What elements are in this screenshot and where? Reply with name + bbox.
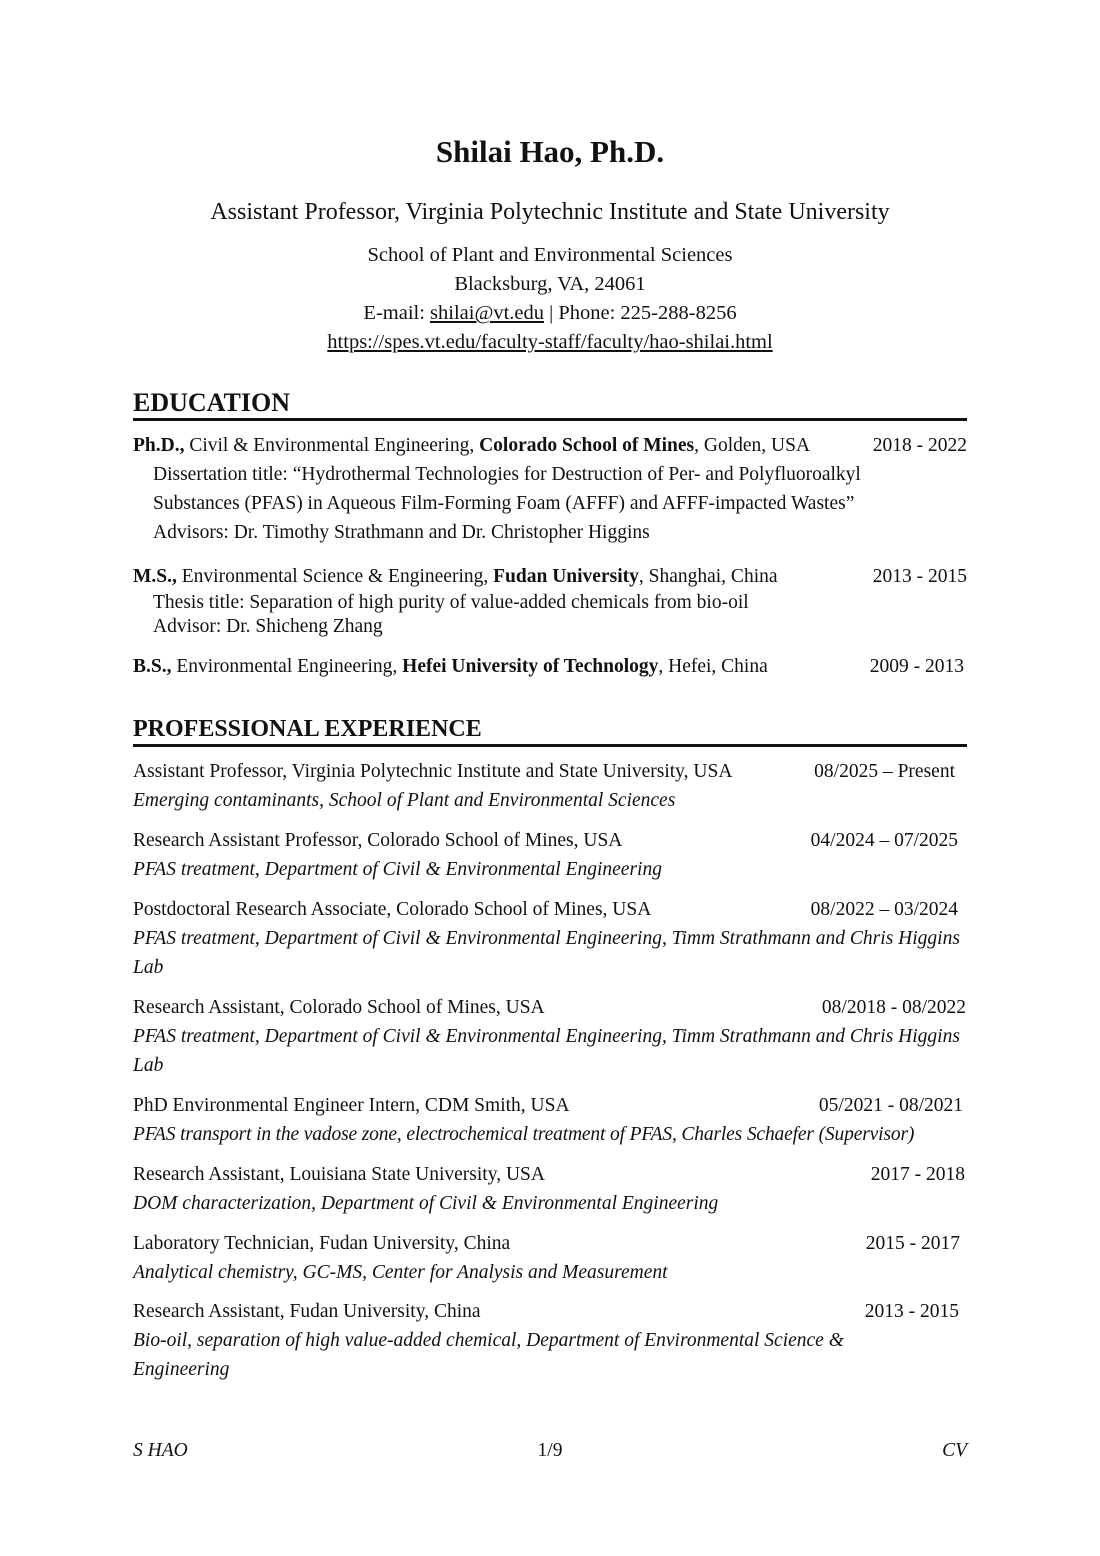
degree-school: Hefei University of Technology [402, 656, 659, 677]
experience-item [133, 993, 967, 1022]
experience-desc: Emerging contaminants, School of Plant and Environmental Sciences [133, 790, 676, 811]
cv-title: Assistant Professor, Virginia Polytechnic Institute and State University [210, 199, 890, 225]
experience-item [133, 757, 967, 786]
experience-role: Postdoctoral Research Associate, Colorado School of Mines, USA [133, 899, 652, 920]
dissertation-line: Dissertation title: “Hydrothermal Technologies for Destruction of Per- and Polyfluoroalkyl [153, 464, 861, 485]
experience-item [133, 1091, 967, 1120]
education-item-ms [133, 562, 967, 591]
email-label: E-mail: [363, 302, 431, 324]
experience-dates: 2013 - 2015 [864, 1301, 959, 1322]
experience-dates: 2017 - 2018 [870, 1164, 965, 1185]
footer-doc-type: CV [942, 1440, 967, 1461]
experience-dates: 08/2025 – Present [814, 761, 955, 782]
experience-desc: PFAS transport in the vadose zone, electrochemical treatment of PFAS, Charles Schaefer (Supervisor) [133, 1124, 915, 1145]
experience-dates: 04/2024 – 07/2025 [810, 830, 958, 851]
experience-role: Research Assistant, Fudan University, China [133, 1301, 481, 1322]
experience-dates: 2015 - 2017 [865, 1233, 960, 1254]
degree-place: , Shanghai, China [638, 566, 778, 587]
degree-school: Fudan University [493, 566, 639, 587]
degree-field: Environmental Engineering, [171, 656, 398, 677]
experience-desc: PFAS treatment, Department of Civil & Environmental Engineering, Timm Strathmann and Chris Higgins Lab [133, 1026, 960, 1076]
degree-field: Civil & Environmental Engineering, [184, 435, 475, 456]
experience-item [133, 1160, 967, 1189]
experience-role: Research Assistant, Louisiana State University, USA [133, 1164, 545, 1185]
experience-role: Research Assistant, Colorado School of Mines, USA [133, 997, 545, 1018]
degree-dates: 2018 - 2022 [872, 435, 967, 456]
experience-role: Laboratory Technician, Fudan University, China [133, 1233, 511, 1254]
experience-item [133, 1297, 967, 1326]
experience-desc: Analytical chemistry, GC-MS, Center for Analysis and Measurement [133, 1262, 668, 1283]
footer-page-number: 1/9 [537, 1440, 563, 1461]
cv-contact-line [133, 302, 967, 325]
cv-page [133, 0, 967, 1556]
degree-label: B.S., [133, 656, 172, 677]
email-link[interactable]: shilai@vt.edu [430, 302, 544, 324]
experience-dates: 08/2018 - 08/2022 [821, 997, 966, 1018]
experience-desc: Bio-oil, separation of high value-added chemical, Department of Environmental Science & Engineering [133, 1330, 844, 1380]
experience-item [133, 1229, 967, 1258]
degree-label: M.S., [133, 566, 177, 587]
footer-author: S HAO [133, 1440, 188, 1461]
degree-school: Colorado School of Mines [479, 435, 695, 456]
cv-url-line [133, 331, 967, 354]
experience-role: Research Assistant Professor, Colorado School of Mines, USA [133, 830, 623, 851]
experience-role: PhD Environmental Engineer Intern, CDM Smith, USA [133, 1095, 570, 1116]
degree-dates: 2009 - 2013 [869, 656, 964, 677]
advisors-line: Advisors: Dr. Timothy Strathmann and Dr. Christopher Higgins [153, 522, 650, 543]
degree-place: , Golden, USA [694, 435, 811, 456]
phone-text: | Phone: 225-288-8256 [544, 302, 737, 324]
cv-name: Shilai Hao, Ph.D. [435, 134, 665, 169]
education-item-bs [133, 652, 967, 681]
degree-field: Environmental Science & Engineering, [176, 566, 489, 587]
experience-desc: DOM characterization, Department of Civil & Environmental Engineering [133, 1193, 719, 1214]
experience-dates: 08/2022 – 03/2024 [810, 899, 958, 920]
cv-department: School of Plant and Environmental Sciences [367, 244, 733, 266]
faculty-page-link[interactable]: https://spes.vt.edu/faculty-staff/faculty/hao-shilai.html [327, 331, 773, 353]
experience-role: Assistant Professor, Virginia Polytechnic Institute and State University, USA [133, 761, 733, 782]
thesis-line: Thesis title: Separation of high purity of value-added chemicals from bio-oil [153, 592, 749, 613]
education-heading: EDUCATION [133, 388, 967, 421]
experience-desc: PFAS treatment, Department of Civil & Environmental Engineering, Timm Strathmann and Chris Higgins Lab [133, 928, 960, 978]
experience-item [133, 826, 967, 855]
degree-dates: 2013 - 2015 [872, 566, 967, 587]
advisor-line: Advisor: Dr. Shicheng Zhang [153, 616, 383, 637]
experience-heading: PROFESSIONAL EXPERIENCE [133, 714, 967, 747]
degree-place: , Hefei, China [658, 656, 768, 677]
experience-desc: PFAS treatment, Department of Civil & Environmental Engineering [133, 859, 662, 880]
cv-location: Blacksburg, VA, 24061 [454, 273, 646, 295]
dissertation-line: Substances (PFAS) in Aqueous Film-Forming Foam (AFFF) and AFFF-impacted Wastes” [153, 493, 855, 514]
experience-dates: 05/2021 - 08/2021 [818, 1095, 963, 1116]
education-item-phd [133, 431, 967, 460]
experience-item [133, 895, 967, 924]
degree-label: Ph.D., [133, 435, 185, 456]
